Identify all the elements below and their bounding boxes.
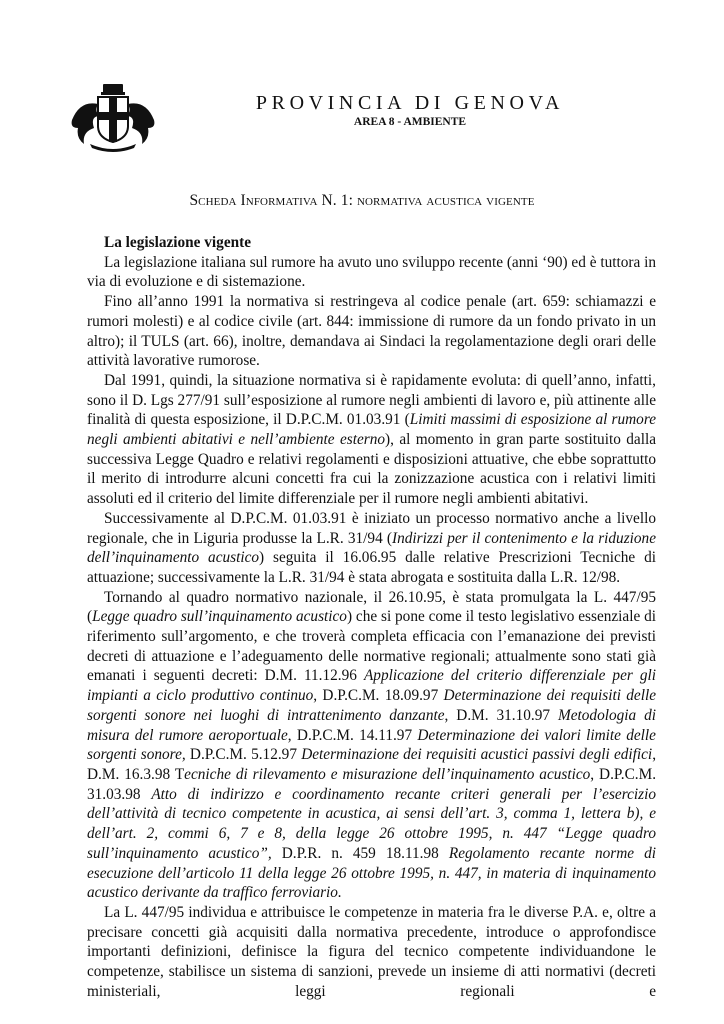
subsection-heading: La legislazione vigente [104, 234, 252, 251]
paragraph-text: , D.P.C.M. 31.03.98 [87, 765, 657, 803]
organization-title: PROVINCIA DI GENOVA [255, 92, 565, 114]
paragraph-text: Successivamente al D.P.C.M. 01.03.91 è iniziato un processo normativo anche a livello regionale, che in Liguria produsse la L.R. 31/94 ( [87, 509, 656, 547]
italic-citation: ecniche di rilevamento e misurazione dell’inquinamento acustico [184, 765, 591, 783]
italic-citation: Determinazione dei valori limite delle sorgenti sonore, [87, 726, 656, 764]
paragraph [87, 509, 656, 588]
italic-citation: Atto di indirizzo e coordinamento recante criteri generali per l’esercizio dell’attività di tecnico competente in acustica, ai sensi dell’art. 3, comma 1, lettera b), e dell’art. 2, commi 6, 7 e 8, della legge 26 ottobre 1995, n. 447 “Legge quadro sull’inquinamento acustico”, [87, 785, 656, 862]
paragraph-text: Tornando al quadro normativo nazionale, il 26.10.95, è stata promulgata la L. 447/95 ( [87, 588, 656, 626]
italic-citation: Applicazione del criterio differenziale per gli impianti a ciclo produttivo continuo [87, 667, 656, 705]
paragraph-text: D.P.C.M. 5.12.97 [185, 746, 302, 764]
section-title: Scheda Informativa N. 1: normativa acustica vigente [189, 192, 535, 209]
paragraph-text: La legislazione italiana sul rumore ha avuto uno sviluppo recente (anni ‘90) ed è tuttora in via di evoluzione e di sistemazione. [87, 253, 656, 291]
province-coat-of-arms-logo [68, 82, 158, 154]
italic-citation: Limiti massimi di esposizione al rumore negli ambienti abitativi e nell’ambiente esterno [87, 411, 656, 449]
italic-citation: Regolamento recante norme di esecuzione dell’articolo 11 della legge 26 ottobre 1995, n. 447, in materia di inquinamento acustico derivante da traffico ferroviario. [87, 844, 656, 902]
department-subtitle: AREA 8 - AMBIENTE [353, 116, 467, 128]
document-body [87, 233, 656, 1001]
paragraph-text: , D.P.C.M. 14.11.97 [287, 726, 418, 744]
italic-citation: Legge quadro sull’inquinamento acustico [92, 608, 347, 626]
paragraph-text: La L. 447/95 individua e attribuisce le competenze in materia fra le diverse P.A. e, oltre a precisare concetti già acquisiti dalla normativa precedente, introduce o approfondisce importanti definizioni, definisce la figura del tecnico competente individuandone le competenze, stabilisce un sistema di sanzioni, prevede un insieme di atti normativi (decreti ministeriali, leggi regionali e [87, 903, 656, 1000]
paragraph [87, 253, 656, 292]
paragraph-text: ), al momento in gran parte sostituito dalla successiva Legge Quadro e relativi regolamenti e disposizioni attuative, che ebbe soprattutto il merito di introdurre alcuni concetti fra cui la zonizzazione acustica con i relativi limiti assoluti ed il criterio del limite differenziale per il rumore negli ambienti abitativi. [87, 431, 656, 508]
italic-citation: Determinazione dei requisiti delle sorgenti sonore nei luoghi di intrattenimento danzante [87, 687, 657, 724]
paragraph [87, 903, 656, 1002]
paragraph-text: ) che si pone come il testo legislativo essenziale di riferimento sull’argomento, e che troverà completa efficacia con l’emanazione dei previsti decreti di attuazione e l’adeguamento delle normative regionali; attualmente sono stati già emanati i seguenti decreti: D.M. 11.12.96 [87, 608, 657, 685]
italic-citation: Metodologia di misura del rumore aeroportuale [87, 706, 657, 744]
paragraph-text: , D.M. 16.3.98 T [87, 746, 657, 783]
paragraph-text: Dal 1991, quindi, la situazione normativa si è rapidamente evoluta: di quell’anno, infatti, sono il D. Lgs 277/91 sull’esposizione al rumore negli ambienti di lavoro e, più attinente alle finalità di questa esposizione, il D.P.C.M. 01.03.91 ( [87, 371, 656, 429]
italic-citation: Determinazione dei requisiti acustici passivi degli edifici [301, 746, 653, 764]
paragraphs [87, 253, 656, 1002]
paragraph-text: ) seguita il 16.06.95 dalle relative Prescrizioni Tecniche di attuazione; successivamente la L.R. 31/94 è stata abrogata e sostituita dalla L.R. 12/98. [87, 549, 656, 586]
paragraph-text: , D.M. 31.10.97 [444, 706, 558, 724]
paragraph [87, 371, 656, 509]
paragraph-text: Fino all’anno 1991 la normativa si restringeva al codice penale (art. 659: schiamazzi e rumori molesti) e al codice civile (art. 844: immissione di rumore da un fondo privato in un altro); il TULS (art. 66), inoltre, demandava ai Sindaci la regolamentazione degli orari delle attività lavorative rumorose. [87, 293, 656, 370]
italic-citation: Indirizzi per il contenimento e la riduzione dell’inquinamento acustico [87, 529, 656, 567]
paragraph [87, 588, 656, 903]
paragraph [87, 292, 656, 371]
paragraph-text: , D.P.C.M. 18.09.97 [313, 687, 444, 705]
paragraph-text: D.P.R. n. 459 18.11.98 [271, 844, 449, 862]
